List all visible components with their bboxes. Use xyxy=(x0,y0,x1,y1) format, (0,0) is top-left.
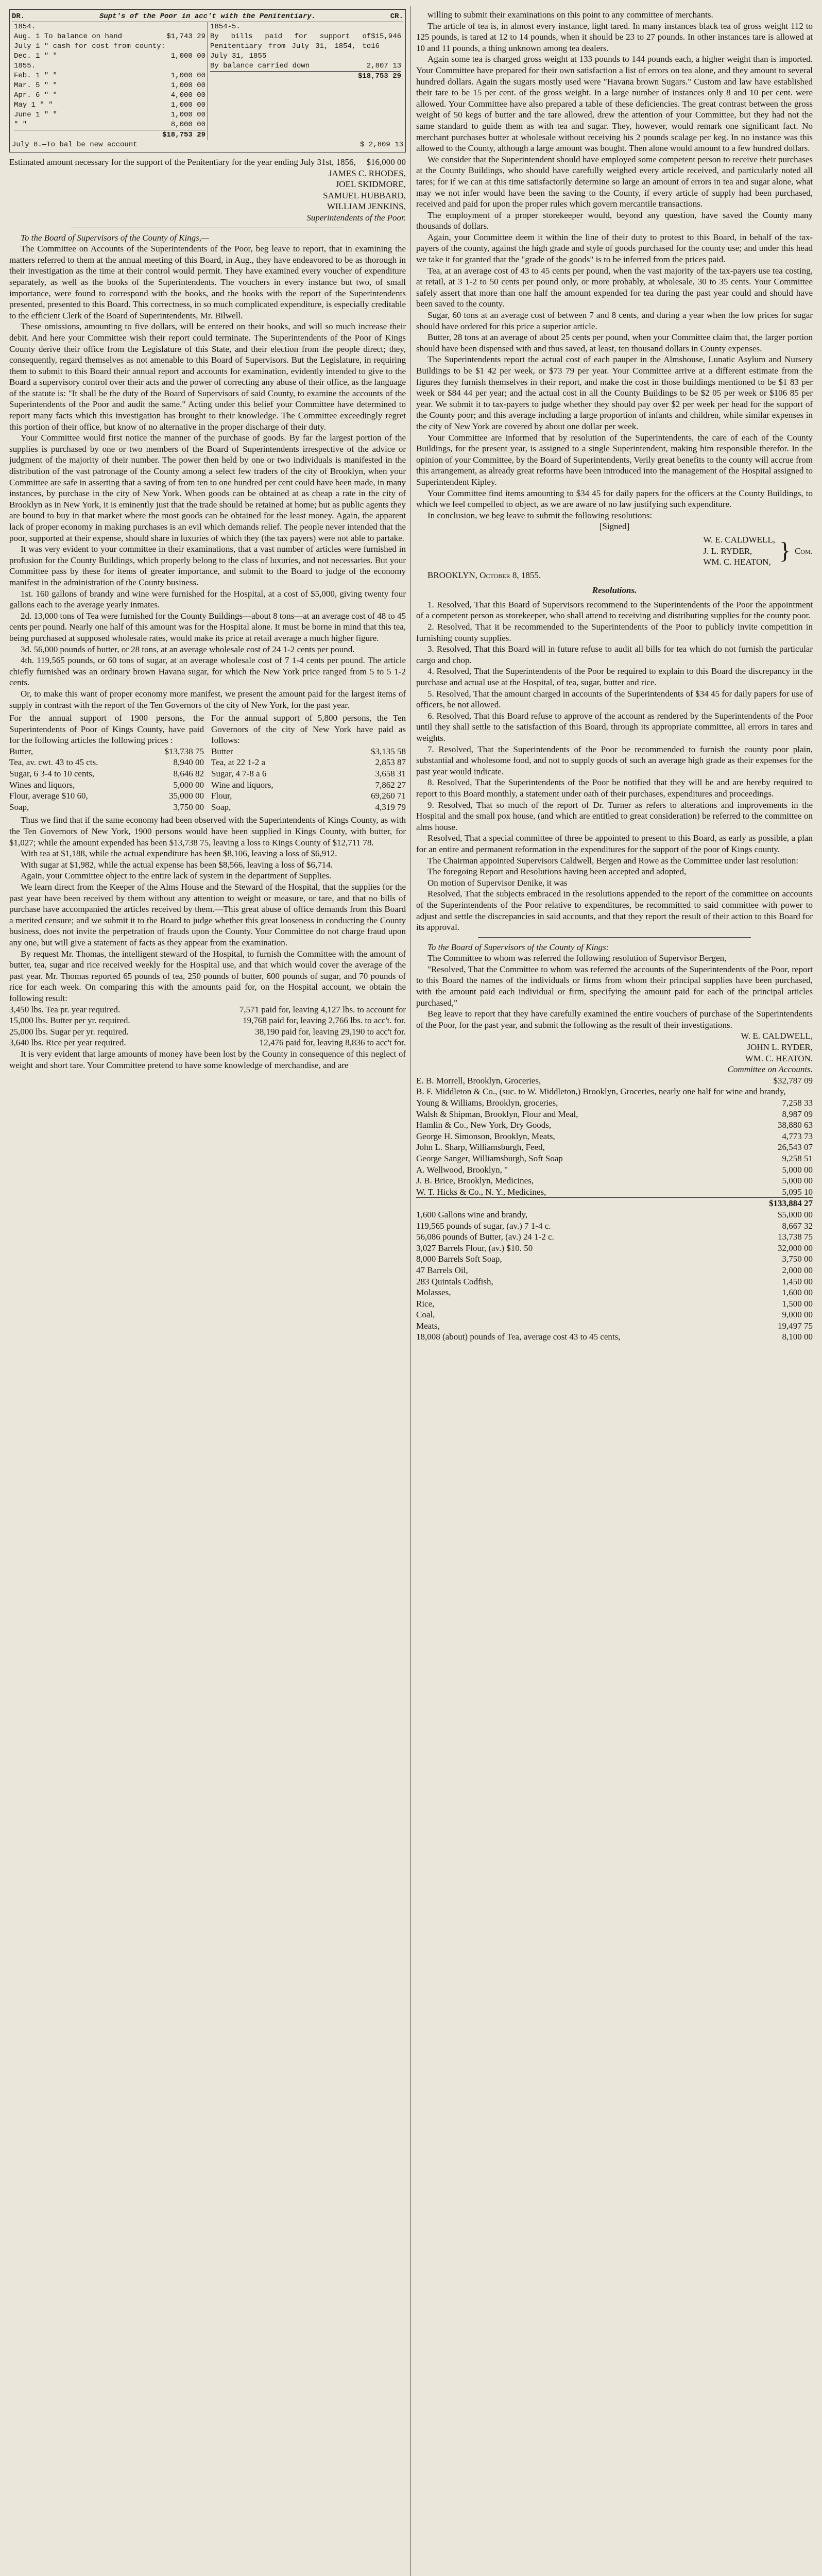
item-row-label: Coal, xyxy=(416,1310,435,1320)
kings-row-value: 5,000 00 xyxy=(173,779,204,790)
report-body-3 xyxy=(9,1048,406,1071)
newyork-row-label: Flour, xyxy=(211,791,232,801)
item-row-value: 8,667 32 xyxy=(782,1221,813,1231)
report-paragraph: The article of tea is, in almost every instance, light tared. In many instances black tea of gross weight 112 to 125 pounds, is tared at 12 to 14 pounds, when it should be 23 to 27 pounds. In other instances tare is allowed at 10 and 11 pounds, a thing unknown among tea dealers. xyxy=(416,21,813,53)
vendor-row-label: Walsh & Shipman, Brooklyn, Flour and Meal, xyxy=(416,1109,578,1119)
vendor-row-label: A. Wellwood, Brooklyn, " xyxy=(416,1164,508,1175)
report-paragraph: Or, to make this want of proper economy more manifest, we present the amount paid for the largest items of supply in contrast with the report of the Ten Governors of the city of New York, for the past year. xyxy=(9,688,406,710)
kings-row-label: Wines and liquors, xyxy=(9,779,75,790)
comparison-kings xyxy=(9,713,204,812)
account-row-text xyxy=(14,110,57,120)
newyork-row xyxy=(211,757,406,768)
item-row xyxy=(416,1265,813,1276)
report-paragraph: Again some tea is charged gross weight at 133 pounds to 144 pounds each, a higher weight than is imported. Your Committee have prepared for their own satisfaction a list of errors on tea alone, and they amount to several hundred dollars. Again the sugars mostly used were "Havana brown Sugars." Custom and law have established their tare to be 15 per cent. of the gross weight. In a large number of instances only 8 and 10 per cent. were allowed. Your Committee have also prepared a table of these deficiencies. The great contrast between the gross weight of 50 kegs of butter and the tare allowed, drew the attention of your Committee, but they had not the same standard to guide them as with tea and sugar. They, however, would remark one significant fact. No merchant purchases butter at wholesale without receiving his 2 pounds scalage per keg. In no instance was this allowed to the County, although a large amount was bought. Then alone would amount to a few hundred dollars. xyxy=(416,54,813,154)
report-paragraph: With tea at $1,188, while the actual expenditure has been $8,106, leaving a loss of $6,912. xyxy=(21,849,337,859)
kings-row xyxy=(9,802,204,813)
vendor-row-value: 5,095 10 xyxy=(782,1187,813,1197)
account-amount: 2,807 13 xyxy=(366,62,401,70)
vendor-row xyxy=(416,1086,813,1097)
account-row xyxy=(14,32,206,42)
report-paragraph: 4th. 119,565 pounds, or 60 tons of sugar, at an average wholesale cost of 7 1-4 cents per pound. The article chiefly furnished was an ordinary brown Havana sugar, for which the New York price ranged from 5 to 5 1-2 cents. xyxy=(9,655,406,688)
vendor-row-value: 9,258 51 xyxy=(782,1153,813,1163)
vendors-total-row xyxy=(416,1197,813,1209)
item-row-label: 283 Quintals Codfish, xyxy=(416,1276,493,1286)
account-row xyxy=(210,32,401,61)
comparison-table xyxy=(9,713,406,812)
account-item: " " xyxy=(44,72,58,80)
item-row-label: Molasses, xyxy=(416,1287,451,1298)
item-row-label: 3,027 Barrels Flour, (av.) $10. 50 xyxy=(416,1243,533,1253)
resolution-paragraph: Resolved, That a special committee of three be appointed to present to this Board, as early as possible, a plan for an entire and permanent reformation in the expenditures for the support of the poor of Kings county. xyxy=(416,833,813,854)
report-continued xyxy=(416,9,813,521)
report-paragraph: Thus we find that if the same economy had been observed with the Superintendents of Kings County, as with the Ten Governors of New York, 1900 persons would have been supplied in Kings County, with butter, for $1,027; while the amount expended has been $13,738 75, leaving a loss to Kings County of $12,711 78. xyxy=(9,815,406,848)
hospital-row-label: 3,450 lbs. Tea pr. year required. xyxy=(9,1004,121,1014)
vendor-row xyxy=(416,1142,813,1153)
left-column xyxy=(9,9,406,2576)
item-row-value: 1,600 00 xyxy=(782,1287,813,1298)
report-paragraph: We learn direct from the Keeper of the Alms House and the Steward of the Hospital, that the supplies for the past year have been received by them without any attention to weight or measure, or tare, and that no bills of purchase have accompanied the articles received by them.—This great abuse of office demands from this Board a merited censure; and we submit it to the Board to judge whether this great looseness in conducting the County business, does not invite the perpetration of frauds upon the County. Your Committee do not charge fraud upon any one, but will give a statement of facts as they appear from the examination. xyxy=(9,882,406,947)
resolution-paragraph: The foregoing Report and Resolutions having been accepted and adopted, xyxy=(427,867,687,877)
balance-value: $ 2,809 13 xyxy=(359,141,403,149)
committee2-block xyxy=(416,1030,813,1064)
hospital-row xyxy=(9,1037,406,1048)
account-row xyxy=(14,52,206,61)
hospital-row-value: 38,190 paid for, leaving 29,190 to acc't for. xyxy=(255,1026,406,1037)
vendor-row-value: $32,787 09 xyxy=(773,1075,813,1086)
account-date: 1855. xyxy=(14,62,36,70)
vendors-total: $133,884 27 xyxy=(769,1198,813,1209)
item-row-value: 32,000 00 xyxy=(778,1243,813,1253)
resolution-paragraph: The Chairman appointed Supervisors Caldwell, Bergen and Rowe as the Committee under last resolution: xyxy=(427,855,799,866)
newyork-row xyxy=(211,768,406,779)
vendor-row-label: Hamlin & Co., New York, Dry Goods, xyxy=(416,1120,552,1130)
report-paragraph: Again, your Committee object to the entire lack of system in the department of Supplies. xyxy=(21,871,332,881)
item-row xyxy=(416,1243,813,1254)
item-row xyxy=(416,1221,813,1232)
account-item: To balance on hand xyxy=(44,32,123,41)
item-row-value: 2,000 00 xyxy=(782,1265,813,1275)
report-paragraph: The Committee to whom was referred the following resolution of Supervisor Bergen, xyxy=(427,953,727,963)
account-date: 1854. xyxy=(14,23,36,31)
resolution-paragraph: 3. Resolved, That this Board will in future refuse to audit all bills for tea which do not furnish the particular cargo and chop. xyxy=(416,644,813,665)
vendor-row-label: E. B. Morrell, Brooklyn, Groceries, xyxy=(416,1075,541,1086)
kings-row-value: 8,940 00 xyxy=(173,757,204,768)
item-row-value: 19,497 75 xyxy=(778,1320,813,1331)
report-paragraph: 1st. 160 gallons of brandy and wine were furnished for the Hospital, at a cost of $5,000, giving twenty four gallons each to the average yearly inmates. xyxy=(9,588,406,610)
hospital-row xyxy=(9,1015,406,1026)
vendor-row-value: 5,000 00 xyxy=(782,1176,813,1186)
kings-row-label: Flour, average $10 60, xyxy=(9,791,88,801)
resolution-paragraph: 8. Resolved, That the Superintendents of the Poor be notified that they will be and are hereby required to report to this Board monthly, a statement under oath of their purchases, expenditures and proceedings. xyxy=(416,777,813,799)
newyork-row-value: 3,658 31 xyxy=(375,769,406,779)
account-row-text xyxy=(14,120,27,130)
kings-row-value: $13,738 75 xyxy=(164,746,204,756)
account-row xyxy=(210,61,401,71)
item-row-value: 1,450 00 xyxy=(782,1276,813,1286)
hospital-row-label: 3,640 lbs. Rice per year required. xyxy=(9,1038,126,1048)
vendor-row xyxy=(416,1175,813,1187)
account-amount: 1,000 00 xyxy=(170,111,206,119)
account-item: " " xyxy=(44,111,58,119)
debit-total: $18,753 29 xyxy=(162,131,206,139)
newyork-row-value: 69,260 71 xyxy=(371,791,406,801)
account-row xyxy=(14,42,206,52)
kings-row-value: 35,000 00 xyxy=(169,791,204,801)
item-row-label: 1,600 Gallons wine and brandy, xyxy=(416,1209,528,1219)
vendor-row xyxy=(416,1131,813,1142)
kings-row-label: Soap, xyxy=(9,802,29,812)
account-row xyxy=(14,61,206,71)
account-row-text xyxy=(14,52,57,61)
hospital-row xyxy=(9,1026,406,1038)
vendor-row-value: 4,773 73 xyxy=(782,1131,813,1141)
newyork-row-label: Wine and liquors, xyxy=(211,779,273,790)
committee-block xyxy=(416,534,813,568)
vendor-row-value: 7,258 33 xyxy=(782,1098,813,1108)
account-header xyxy=(12,12,403,22)
account-date: Apr. 6 xyxy=(14,91,40,99)
account-item: " " xyxy=(44,52,58,60)
resolution-paragraph: 2. Resolved, That it be recommended to the Superintendents of the Poor to publicly invite competition in furnishing county supplies. xyxy=(416,622,813,643)
newyork-row-value: 2,853 87 xyxy=(375,757,406,768)
account-amount: $15,946 16 xyxy=(371,32,401,50)
vendor-row-label: B. F. Middleton & Co., (suc. to W. Middleton,) Brooklyn, Groceries, nearly one half for wine and brandy, xyxy=(416,1087,786,1097)
report-paragraph: 3d. 56,000 pounds of butter, or 28 tons, at an average wholesale cost of 24 1-2 cents per pound. xyxy=(21,644,355,654)
hospital-row xyxy=(9,1004,406,1015)
hospital-table xyxy=(9,1004,406,1048)
vendor-row xyxy=(416,1153,813,1164)
kings-row xyxy=(9,790,204,802)
report-paragraph: These omissions, amounting to five dollars, will be entered on their books, and will so much increase their debit. And here your Committee wish their report could terminate. The Superintendents of the Poor of Kings County derive their office from the Legislature of this State, and their election from the people direct; they, consequently, regard themselves as not amenable to this Board of Supervisors. But the Legislature, in requiring them to submit to this Board their annual report and accounts for examination, evidently intended to give to the Board a supervisory control over their acts and the power of correcting any abuse of their office, as the language of the statute is: "It shall be the duty of the Board of Supervisors of said County, to examine the accounts of the Superintendents of the Poor and audit the same." Acting under this belief your Committee have determined to report many facts which this investigation has brought to their knowledge. The Committee exceedingly regret this portion of their office, but know of no alternative in the proper discharge of their duty. xyxy=(9,321,406,432)
account-row-text xyxy=(14,42,165,52)
account-title: Supt's of the Poor in acc't with the Penitentiary. xyxy=(99,12,316,21)
report-paragraph: It was very evident to your committee in their examinations, that a vast number of articles were furnished in profusion for the County Buildings, which properly belong to the class of luxuries, and not necessaries. But your Committee pass by these for items of greater importance, and submit to the Board to judge of the economy manifest in the administration of the County business. xyxy=(9,544,406,587)
estimate-value: $16,000 00 xyxy=(366,157,406,167)
account-balance xyxy=(12,140,403,150)
newyork-row xyxy=(211,790,406,802)
resolutions-heading: Resolutions. xyxy=(592,585,637,596)
account-row xyxy=(14,91,206,100)
item-row xyxy=(416,1276,813,1287)
account-row xyxy=(210,22,401,32)
resolution-paragraph: 4. Resolved, That the Superintendents of the Poor be required to explain to this Board the discrepancy in the purchase and actual use at the Hospital, of tea, sugar, butter and rice. xyxy=(416,666,813,688)
kings-row-label: Butter, xyxy=(9,746,33,756)
account-item: " cash for cost from county: xyxy=(44,42,166,50)
account-credits xyxy=(208,22,403,140)
committee2-member: W. E. CALDWELL, xyxy=(741,1031,813,1041)
item-row-label: 56,086 pounds of Butter, (av.) 24 1-2 c. xyxy=(416,1232,554,1242)
report-paragraph: It is very evident that large amounts of money have been lost by the County in consequence of this neglect of weight and short tare. Your Committee pretend to have some knowledge of merchandise, and are xyxy=(9,1048,406,1070)
report-paragraph: With sugar at $1,982, while the actual expense has been $8,566, leaving a loss of $6,714. xyxy=(21,859,333,870)
account-date: June 1 xyxy=(14,111,40,119)
account-debits xyxy=(12,22,208,140)
vendor-row-value: 5,000 00 xyxy=(782,1164,813,1175)
account-row-text xyxy=(14,100,53,110)
hospital-row-value: 12,476 paid for, leaving 8,836 to acc't for. xyxy=(259,1038,406,1048)
item-row-label: 47 Barrels Oil, xyxy=(416,1265,468,1275)
item-row-value: 9,000 00 xyxy=(782,1310,813,1320)
committee2-title: Committee on Accounts. xyxy=(727,1064,813,1075)
report-paragraph: Beg leave to report that they have carefully examined the entire vouchers of purchase of the Superintendents of the Poor, for the past year, and submit the following as the result of their investigations. xyxy=(416,1009,813,1030)
signer-name: JOEL SKIDMORE, xyxy=(335,179,406,190)
report-paragraph: Your Committee are informed that by resolution of the Superintendents, the care of each of the County Buildings, for the present year, is assigned to a single Superintendent, making him responsible therefor. In the opinion of your Committee, by the Board of Superintendents, Verily great benefits to the county will accrue from this arrangement, as already great reforms have been introduced into the management of the Hospital assigned to Superintendent Kipley. xyxy=(416,432,813,487)
account-row-text xyxy=(210,32,371,61)
account-row xyxy=(14,81,206,91)
account-item: By balance carried down xyxy=(210,62,310,70)
item-row xyxy=(416,1209,813,1221)
vendor-row xyxy=(416,1187,813,1198)
account-row-text xyxy=(14,61,36,71)
report-body xyxy=(9,243,406,710)
account-row-text xyxy=(14,22,36,32)
vendor-row xyxy=(416,1109,813,1120)
report-paragraph: 2d. 13,000 tons of Tea were furnished for the County Buildings—about 8 tons—at an average cost of 48 to 45 cents per pound. Nearly one half of this amount was for the Hospital alone. It must be borne in mind that this tea, being purchased at supposed wholesale rates, would make its price at retail average a much higher figure. xyxy=(9,611,406,643)
account-row-text xyxy=(210,61,310,71)
newyork-row-label: Tea, at 22 1-2 a xyxy=(211,757,266,768)
hospital-row-label: 25,000 lbs. Sugar per yr. required. xyxy=(9,1026,129,1037)
column-divider xyxy=(410,6,411,2576)
vendor-row-label: Young & Williams, Brooklyn, groceries, xyxy=(416,1098,558,1108)
signers-block xyxy=(9,168,406,212)
kings-row xyxy=(9,768,204,779)
account-table xyxy=(9,9,406,152)
vendor-row xyxy=(416,1097,813,1109)
report-body-2 xyxy=(9,815,406,1004)
kings-row xyxy=(9,757,204,768)
report-paragraph: The Committee on Accounts of the Superintendents of the Poor, beg leave to report, that in examining the matters referred to them at the annual meeting of this Board, in Aug., they have endeavored to be as thorough in their investigation as the time at their control would permit. They have examined every voucher of expenditure separately, as well as the books of the Superintendents. The vouchers in every instance but two, of small importance, were found to correspond with the books, and the books with the report of the Superintendents presented, presented to this Board. This correctness, in so much complicated expenditure, is especially creditable to the efficient Clerk of the Board of Superintendents, Mr. Bilwell. xyxy=(9,244,406,320)
account-row xyxy=(14,100,206,110)
newyork-row-label: Butter xyxy=(211,746,233,756)
right-column xyxy=(416,9,813,2576)
section-rule-2 xyxy=(478,937,751,938)
brace-glyph: } xyxy=(779,537,791,564)
item-row-value: $5,000 00 xyxy=(778,1209,813,1219)
account-amount: 1,000 00 xyxy=(170,101,206,109)
report-paragraph: "Resolved, That the Committee to whom was referred the accounts of the Superintendents of the Poor, report to this Board the names of the individuals or firms from whom their principal supplies have been purchased, with the amount paid each individual or firm, specifying the amount paid for each of the principal articles purchased," xyxy=(416,964,813,1008)
item-row-label: Rice, xyxy=(416,1298,435,1309)
newyork-row-value: 4,319 79 xyxy=(375,802,406,812)
report-paragraph: Butter, 28 tons at an average of about 25 cents per pound, when your Committee claim that, the larger portion should have been dispensed with and thus saved, at least, ten thousand dollars in County expenses. xyxy=(416,332,813,353)
account-dr: DR. xyxy=(12,12,25,21)
item-row-label: 119,565 pounds of sugar, (av.) 7 1-4 c. xyxy=(416,1221,551,1231)
account-date: Mar. 5 xyxy=(14,81,40,90)
item-row xyxy=(416,1287,813,1298)
resolution-paragraph: 1. Resolved, That this Board of Supervisors recommend to the Superintendents of the Poor the appointment of a competent person as storekeeper, who shall attend to receiving and distributing supplies for the county poor. xyxy=(416,599,813,621)
report-paragraph: The Superintendents report the actual cost of each pauper in the Almshouse, Lunatic Asylum and Nursery Buildings to be $1 42 per week, or $73 79 per year. Your Committee arrive at a different estimate from the figures they furnish themselves in their report, and make the cost in those buildings mentioned to be $1 83 per week or $84 44 per year; and the actual cost in all the County Buildings to be $2 05 per week or $106 85 per year. We submit it to tax-payers to judge whether they should pay over $2 per week per head for the support of the County poor; and this average including a large proportion of infants and children, while similar expenses in the city of New York are covered by about one dollar per week. xyxy=(416,354,813,431)
resolution-paragraph: 9. Resolved, That so much of the report of Dr. Turner as refers to alterations and improvements in the Hospital and the small pox house, (and which are entitled to great consideration) be referred to the committee on alms house. xyxy=(416,800,813,832)
account-date: May 1 xyxy=(14,101,36,109)
report-paragraph: Your Committee would first notice the manner of the purchase of goods. By far the largest portion of the supplies is purchased by one or two members of the Board of Superintendents irrespective of the advice or judgment of the majority of their number. The power then held by one or two individuals is manifested in the distribution of the vast patronage of the County among a select few traders of the city of Brooklyn, when your Committee are safe in asserting that a saving of from ten to one hundred per cent could have been made, in many instances, by purchase in the city of New York. When goods can be obtained at as cheap a rate in the city of Brooklyn as in New York, it is eminently just that the trade should be retained at home; but as public agents they are bound to buy in that market where the most goods can be obtained for the least money. Again, the apparent lack of proper economy in making purchases is an evil which demands relief. The people never intended that the poor, supported at their expense, should share in luxuries of which they (the tax payers) were not able to partake. xyxy=(9,433,406,543)
hospital-row-value: 19,768 paid for, leaving 2,766 lbs. to acc't. for. xyxy=(243,1015,406,1026)
account-item: " " xyxy=(14,121,27,129)
second-report-body xyxy=(416,953,813,1030)
item-row-value: 1,500 00 xyxy=(782,1298,813,1309)
address-heading: To the Board of Supervisors of the County of Kings,— xyxy=(21,232,210,243)
report-paragraph: Sugar, 60 tons at an average cost of between 7 and 8 cents, and during a year when the low prices for sugar should have ordered for this price a superior article. xyxy=(416,310,813,331)
report-paragraph: By request Mr. Thomas, the intelligent steward of the Hospital, to furnish the Committee with the amount of butter, tea, sugar and rice received weekly for the Hospital use, and that which would cover the average of the past year. Mr. Thomas reported 65 pounds of tea, 250 pounds of butter, 600 pounds of sugar, and 70 pounds of rice for each week. On comparing this with the amounts paid for, on the Hospital account, we obtain the following result: xyxy=(9,948,406,1003)
items-table xyxy=(416,1209,813,1343)
report-paragraph: Tea, at an average cost of 43 to 45 cents per pound, when the vast majority of the tax-payers use tea costing, at retail, at 3 1-2 to 50 cents per pound only, or more probably, at wholesale, 30 to 35 cents. Your Committee safely assert that more than one half the amount expended for tea during the past year could and should have been saved to the county. xyxy=(416,265,813,309)
report-paragraph: Your Committee find items amounting to $34 45 for daily papers for the officers at the County Buildings, to which we feel compelled to object, as we are aware of no law justifying such expenditure. xyxy=(416,488,813,510)
account-item: By bills paid for support of Penitentiary from July 31, 1854, to July 31, 1855 xyxy=(210,32,371,60)
credit-total: $18,753 29 xyxy=(357,72,401,80)
account-amount: 1,000 00 xyxy=(170,52,206,60)
item-row xyxy=(416,1298,813,1310)
comparison-left-intro: For the annual support of 1900 persons, the Superintendents of Poor of Kings County, have paid for the following articles the following prices : xyxy=(9,713,204,745)
report-paragraph: The employment of a proper storekeeper would, beyond any question, have saved the County many thousands of dollars. xyxy=(416,210,813,231)
committee-label: Com. xyxy=(795,546,813,556)
account-row-text xyxy=(14,32,122,42)
resolution-paragraph: 5. Resolved, That the amount charged in accounts of the Superintendents of $34 45 for daily papers for use of officers, be not allowed. xyxy=(416,688,813,710)
account-amount: 1,000 00 xyxy=(170,81,206,90)
signer-name: JAMES C. RHODES, xyxy=(328,168,406,178)
estimate-label: Estimated amount necessary for the support of the Penitentiary for the year ending July 31st, 1856, xyxy=(9,157,356,167)
newyork-row xyxy=(211,802,406,813)
item-row-value: 13,738 75 xyxy=(778,1232,813,1242)
account-date: July 1 xyxy=(14,42,40,50)
committee-member: W. E. CALDWELL, xyxy=(703,534,775,545)
resolution-paragraph: 7. Resolved, That the Superintendents of the Poor be recommended to furnish the county poor plain, substantial and wholesome food, and not to supply goods of such an average high grade as their expenses for the past year would indicate. xyxy=(416,744,813,776)
kings-row-label: Sugar, 6 3-4 to 10 cents, xyxy=(9,769,95,779)
account-amount: 8,000 00 xyxy=(170,121,206,129)
item-row xyxy=(416,1231,813,1243)
account-item: " " xyxy=(44,81,58,90)
balance-label: July 8.—To bal be new account xyxy=(12,141,138,149)
hospital-row-label: 15,000 lbs. Butter per yr. required. xyxy=(9,1015,130,1026)
account-row-text xyxy=(14,71,57,81)
signers-title: Superintendents of the Poor. xyxy=(306,212,406,223)
report-paragraph: We consider that the Superintendent should have employed some competent person to receive their purchases at the County Buildings, who should have carefully weighed every article received, and particularly noted all tares; for if we can at this time satisfactorily determine so large an amount of errors in tea and sugar alone, what may we not infer would have been the saving to the County, if every article of supply had been purchased, received and paid for upon the proper rules which govern mercantile transactions. xyxy=(416,154,813,209)
signer-name: SAMUEL HUBBARD, xyxy=(323,190,406,200)
committee-member: WM. C. HEATON, xyxy=(703,557,771,567)
vendor-row-label: George H. Simonson, Brooklyn, Meats, xyxy=(416,1131,555,1141)
item-row-value: 8,100 00 xyxy=(782,1332,813,1342)
report-paragraph: Again, your Committee deem it within the line of their duty to protest to this Board, in behalf of the tax-payers of the county, against the high grade and style of goods purchased for the county use; and under this head we take it for granted that the "grade of the goods" is to be inferred from the prices paid. xyxy=(416,232,813,265)
account-item: " " xyxy=(44,91,58,99)
account-date: 1854-5. xyxy=(210,23,241,31)
item-row-label: 18,008 (about) pounds of Tea, average cost 43 to 45 cents, xyxy=(416,1332,621,1342)
resolution-paragraph: On motion of Supervisor Denike, it was xyxy=(427,877,568,888)
newyork-row-label: Soap, xyxy=(211,802,231,812)
comparison-newyork xyxy=(211,713,406,812)
resolutions-list xyxy=(416,599,813,933)
item-row xyxy=(416,1309,813,1320)
vendor-row xyxy=(416,1120,813,1131)
committee-member: J. L. RYDER, xyxy=(703,546,752,556)
second-address: To the Board of Supervisors of the County of Kings: xyxy=(427,942,609,952)
vendor-row xyxy=(416,1075,813,1087)
newyork-row xyxy=(211,746,406,757)
kings-row-value: 3,750 00 xyxy=(173,802,204,812)
newyork-row-value: 7,862 27 xyxy=(375,779,406,790)
item-row xyxy=(416,1253,813,1265)
newyork-row-label: Sugar, 4 7-8 a 6 xyxy=(211,769,267,779)
account-amount: 1,000 00 xyxy=(170,72,206,80)
account-date: Feb. 1 xyxy=(14,72,40,80)
account-row-text xyxy=(14,91,57,100)
vendor-row-value: 8,987 09 xyxy=(782,1109,813,1119)
vendor-row-value: 38,880 63 xyxy=(778,1120,813,1130)
vendor-row-label: W. T. Hicks & Co., N. Y., Medicines, xyxy=(416,1187,546,1197)
hospital-row-value: 7,571 paid for, leaving 4,127 lbs. to account for xyxy=(239,1004,406,1014)
account-row-text xyxy=(210,22,241,32)
newyork-row-value: $3,135 58 xyxy=(371,746,406,756)
dateline: BROOKLYN, October 8, 1855. xyxy=(427,570,541,580)
account-item: " " xyxy=(40,101,53,109)
kings-row-value: 8,646 82 xyxy=(173,769,204,779)
account-row xyxy=(14,110,206,120)
account-date: Dec. 1 xyxy=(14,52,40,60)
item-row-label: 8,000 Barrels Soft Soap, xyxy=(416,1254,502,1264)
committee2-member: WM. C. HEATON. xyxy=(745,1053,813,1063)
signed-label: [Signed] xyxy=(599,521,630,532)
resolution-paragraph: 6. Resolved, That this Board refuse to approve of the account as rendered by the Superintendents of the Poor until they shall settle to the satisfaction of this Board, through its appropriate committee, all errors in tares and weights. xyxy=(416,710,813,743)
account-date: Aug. 1 xyxy=(14,32,40,41)
kings-row xyxy=(9,746,204,757)
item-row xyxy=(416,1320,813,1332)
account-row-text xyxy=(14,81,57,91)
newyork-row xyxy=(211,779,406,791)
report-paragraph: willing to submit their examinations on this point to any committee of merchants. xyxy=(427,10,713,20)
account-amount: 4,000 00 xyxy=(170,91,206,99)
vendor-row xyxy=(416,1164,813,1176)
report-paragraph: In conclusion, we beg leave to submit the following resolutions: xyxy=(427,510,653,520)
vendor-row-label: George Sanger, Williamsburgh, Soft Soap xyxy=(416,1153,563,1163)
account-row xyxy=(14,71,206,81)
estimate-line xyxy=(9,157,406,168)
vendor-row-label: J. B. Brice, Brooklyn, Medicines, xyxy=(416,1176,534,1186)
kings-row xyxy=(9,779,204,791)
account-row xyxy=(14,22,206,32)
account-row xyxy=(14,120,206,130)
comparison-right-intro: For the annual support of 5,800 persons, the Ten Governors of the city of New York have paid as follows: xyxy=(211,713,406,745)
kings-row-label: Tea, av. cwt. 43 to 45 cts. xyxy=(9,757,98,768)
vendor-row-label: John L. Sharp, Williamsburgh, Feed, xyxy=(416,1142,545,1153)
resolution-paragraph: Resolved, That the subjects embraced in the resolutions appended to the report of the committee on accounts of the Superintendents of the Poor relative to expenditures, be recommitted to said committee with power to adjust and settle the discrepancies in said accounts, and that they report the result of their action to this Board for its approval. xyxy=(416,889,813,933)
committee2-member: JOHN L. RYDER, xyxy=(747,1042,813,1053)
vendors-table xyxy=(416,1075,813,1198)
item-row xyxy=(416,1331,813,1343)
account-amount: $1,743 29 xyxy=(166,32,206,41)
vendor-row-value: 26,543 07 xyxy=(778,1142,813,1153)
item-row-value: 3,750 00 xyxy=(782,1254,813,1264)
account-cr: CR. xyxy=(390,12,403,21)
item-row-label: Meats, xyxy=(416,1320,440,1331)
signer-name: WILLIAM JENKINS, xyxy=(327,201,406,212)
